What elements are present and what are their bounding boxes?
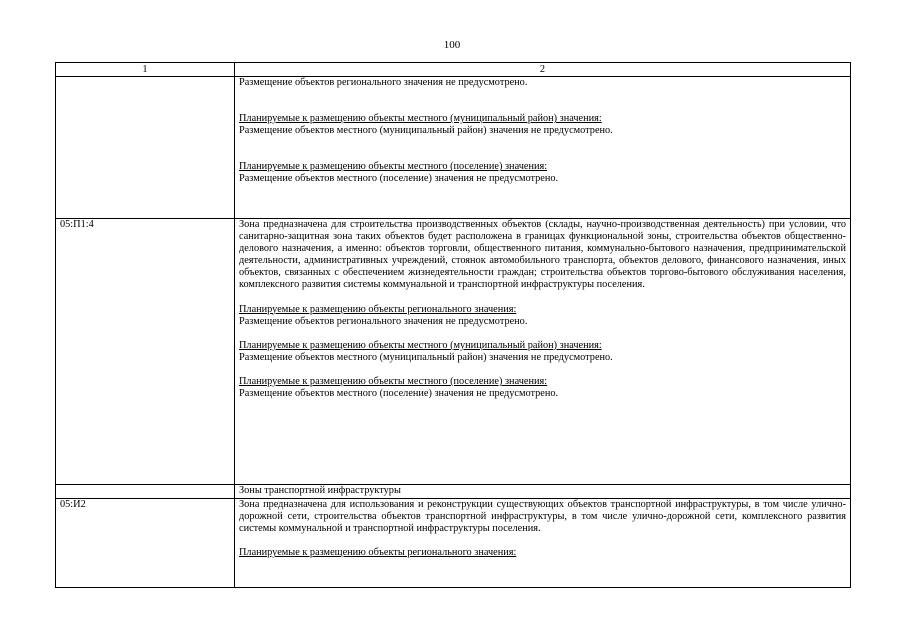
zone-description-cell [235, 499, 851, 588]
table-row [56, 77, 851, 219]
header-col-1: 1 [56, 63, 235, 77]
header-col-2: 2 [235, 63, 851, 77]
text-line: Размещение объектов регионального значения не предусмотрено. [239, 77, 528, 88]
subheading-line: Планируемые к размещению объекты местного (муниципальный район) значения: [239, 113, 602, 125]
zone-description-paragraph: Зона предназначена для строительства производственных объектов (склады, научно-производственная деятельность) при условии, что санитарно-защитная зона таких объектов будет расположена в границах функциональной зоны, строительства объектов общественно-делового назначения, а именно: объектов торговли, общественного питания, коммунально-бытового назначения, предпринимательской деятельности, административных учреждений, стоянок автомобильного транспорта, объектов делового, финансового назначения, иных объектов, связанных с обеспечением жизнедеятельности граждан; строительства объектов торгово-бытового обслуживания населения, комплексного развития системы коммунальной и транспортной инфраструктуры поселения. [239, 219, 846, 291]
zone-code-cell: 05:П1:4 [56, 219, 235, 485]
page-number: 100 [443, 39, 461, 51]
subheading-line: Планируемые к размещению объекты регионального значения: [239, 303, 517, 315]
subheading-line: Планируемые к размещению объекты регионального значения: [239, 547, 517, 559]
text-line: Размещение объектов местного (поселение) значения не предусмотрено. [239, 173, 559, 185]
table-row [56, 485, 851, 499]
zone-code-cell [56, 485, 235, 499]
table-header-row [56, 63, 851, 77]
zone-code-cell [56, 77, 235, 219]
zone-description-cell [235, 219, 851, 485]
table-row [56, 499, 851, 588]
zones-table [55, 62, 851, 588]
zone-description-cell [235, 77, 851, 219]
section-title-cell: Зоны транспортной инфраструктуры [235, 485, 851, 499]
zone-description-paragraph: Зона предназначена для использования и реконструкции существующих объектов транспортной инфраструктуры, в том числе улично-дорожной сети, строительства объектов транспортной инфраструктуры, в том числе улично-дорожной сети, комплексного развития системы коммунальной и транспортной инфраструктуры поселения. [239, 499, 846, 535]
text-line: Размещение объектов местного (муниципальный район) значения не предусмотрено. [239, 351, 613, 363]
zone-code-cell: 05:И2 [56, 499, 235, 588]
text-line: Размещение объектов местного (поселение) значения не предусмотрено. [239, 388, 559, 400]
text-line: Размещение объектов регионального значения не предусмотрено. [239, 315, 528, 327]
text-line: Размещение объектов местного (муниципальный район) значения не предусмотрено. [239, 125, 613, 137]
table-row [56, 219, 851, 485]
subheading-line: Планируемые к размещению объекты местного (муниципальный район) значения: [239, 339, 602, 351]
subheading-line: Планируемые к размещению объекты местного (поселение) значения: [239, 161, 548, 173]
subheading-line: Планируемые к размещению объекты местного (поселение) значения: [239, 375, 548, 387]
